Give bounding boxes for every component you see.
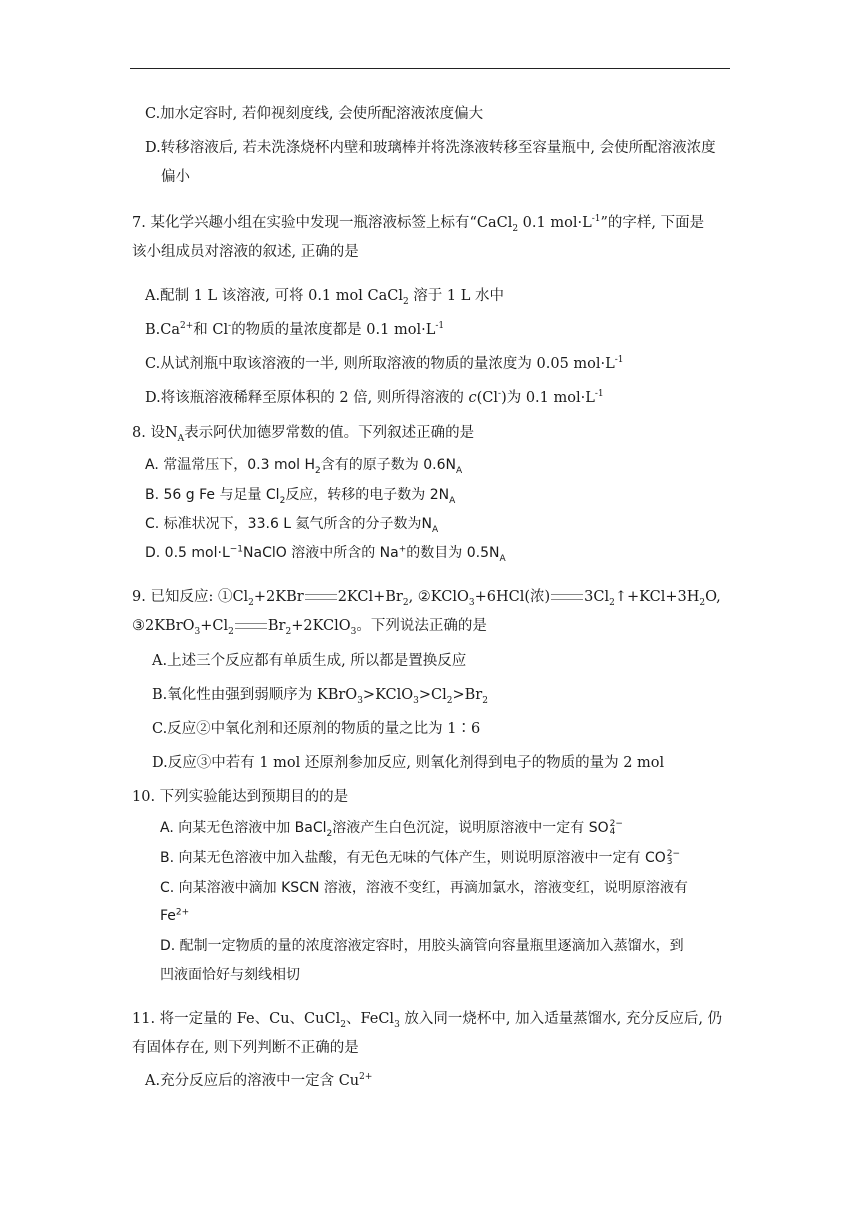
q10-option-d-line2: 凹液面恰好与刻线相切 bbox=[160, 967, 300, 983]
q6-option-d-line2: 偏小 bbox=[161, 169, 190, 185]
q7-option-b: $B.Ca^{2+}$和 Cl-的物质的量浓度都是 0.1 $mol\cdot L^{-1}$ bbox=[145, 321, 445, 338]
q8-option-b: B. 56 g Fe 与足量 $Cl_2$反应，转移的电子数为 $2N_A$ bbox=[145, 487, 456, 506]
equals-sign-icon bbox=[305, 594, 337, 600]
q11-stem-line2: 有固体存在, 则下列判断不正确的是 bbox=[132, 1040, 359, 1056]
q7-option-d: D.将该瓶溶液稀释至原体积的 2 倍, 则所得溶液的 c(Cl-)为 0.1 $mol\cdot L^{-1}$ bbox=[145, 389, 604, 406]
q9-stem-line1: 9. 已知反应: $①Cl_2+2KBr$ $2KCl+Br_2$, ②KClO$_3$+6HCl(浓) $3Cl_2↑+KCl+3H_2O$, bbox=[132, 589, 721, 608]
q9-stem-line2: $③2KBrO_3+Cl_2$ $Br_2+2KClO_3$。下列说法正确的是 bbox=[132, 618, 487, 637]
q8-stem: 8. 设$N_A$表示阿伏加德罗常数的值。下列叙述正确的是 bbox=[132, 425, 475, 444]
q9-option-b: B.氧化性由强到弱顺序为 $KBrO_3>KClO_3>Cl_2>Br_2$ bbox=[152, 687, 488, 706]
q9-option-c: C.反应②中氧化剂和还原剂的物质的量之比为 1∶6 bbox=[152, 721, 481, 737]
q10-option-a: A. 向某无色溶液中加 BaCl$_2$溶液产生白色沉淀，说明原溶液中一定有 SO 2− 4 bbox=[160, 819, 623, 839]
q8-option-a: A. 常温常压下，0.3 mol $H_2$含有的原子数为 $0.6N_A$ bbox=[145, 457, 463, 476]
q9-option-d: D.反应③中若有 1 mol 还原剂参加反应, 则氧化剂得到电子的物质的量为 2 mol bbox=[152, 755, 665, 771]
header-rule bbox=[130, 68, 730, 69]
equals-sign-icon bbox=[235, 623, 267, 629]
q9-option-a: A.上述三个反应都有单质生成, 所以都是置换反应 bbox=[152, 653, 467, 669]
q8-option-d: D. 0.5 $mol\cdot L^{-1}NaClO$ 溶液中所含的 Na+的数目为 $0.5N_A$ bbox=[145, 544, 506, 564]
q10-option-c-line2: $Fe^{2+}$ bbox=[160, 907, 190, 924]
q7-stem-line2: 该小组成员对溶液的叙述, 正确的是 bbox=[132, 244, 359, 260]
q10-stem: 10. 下列实验能达到预期目的的是 bbox=[132, 789, 349, 805]
q6-option-d-line1: D.转移溶液后, 若未洗涤烧杯内壁和玻璃棒并将洗涤液转移至容量瓶中, 会使所配溶液浓度 bbox=[145, 140, 716, 156]
q10-option-c-line1: C. 向某溶液中滴加 KSCN 溶液，溶液不变红，再滴加氯水，溶液变红，说明原溶液有 bbox=[160, 880, 688, 896]
q11-option-a: A.充分反应后的溶液中一定含 $Cu^{2+}$ bbox=[145, 1072, 373, 1089]
q8-option-c: C. 标准状况下，33.6 L 氦气所含的分子数为$N_A$ bbox=[145, 516, 439, 535]
q6-option-c: C.加水定容时, 若仰视刻度线, 会使所配溶液浓度偏大 bbox=[145, 106, 484, 122]
q7-stem-line1: 7. 某化学兴趣小组在实验中发现一瓶溶液标签上标有“CaCl$_2$ 0.1 $mol\cdot L^{-1}$”的字样, 下面是 bbox=[132, 214, 705, 234]
q10-option-b: B. 向某无色溶液中加入盐酸，有无色无味的气体产生，则说明原溶液中一定有 CO 2− 3 bbox=[160, 849, 681, 867]
equals-sign-icon bbox=[551, 594, 583, 600]
q11-stem-line1: 11. 将一定量的 Fe、Cu、CuCl$_2$、FeCl$_3$ 放入同一烧杯中, 加入适量蒸馏水, 充分反应后, 仍 bbox=[132, 1011, 723, 1030]
q7-option-a: A.配制 1 L 该溶液, 可将 0.1 mol CaCl$_2$ 溶于 1 L 水中 bbox=[145, 288, 504, 307]
q10-option-d-line1: D. 配制一定物质的量的浓度溶液定容时，用胶头滴管向容量瓶里逐滴加入蒸馏水，到 bbox=[160, 938, 684, 954]
q7-option-c: C.从试剂瓶中取该溶液的一半, 则所取溶液的物质的量浓度为 0.05 $mol\cdot L^{-1}$ bbox=[145, 355, 624, 372]
